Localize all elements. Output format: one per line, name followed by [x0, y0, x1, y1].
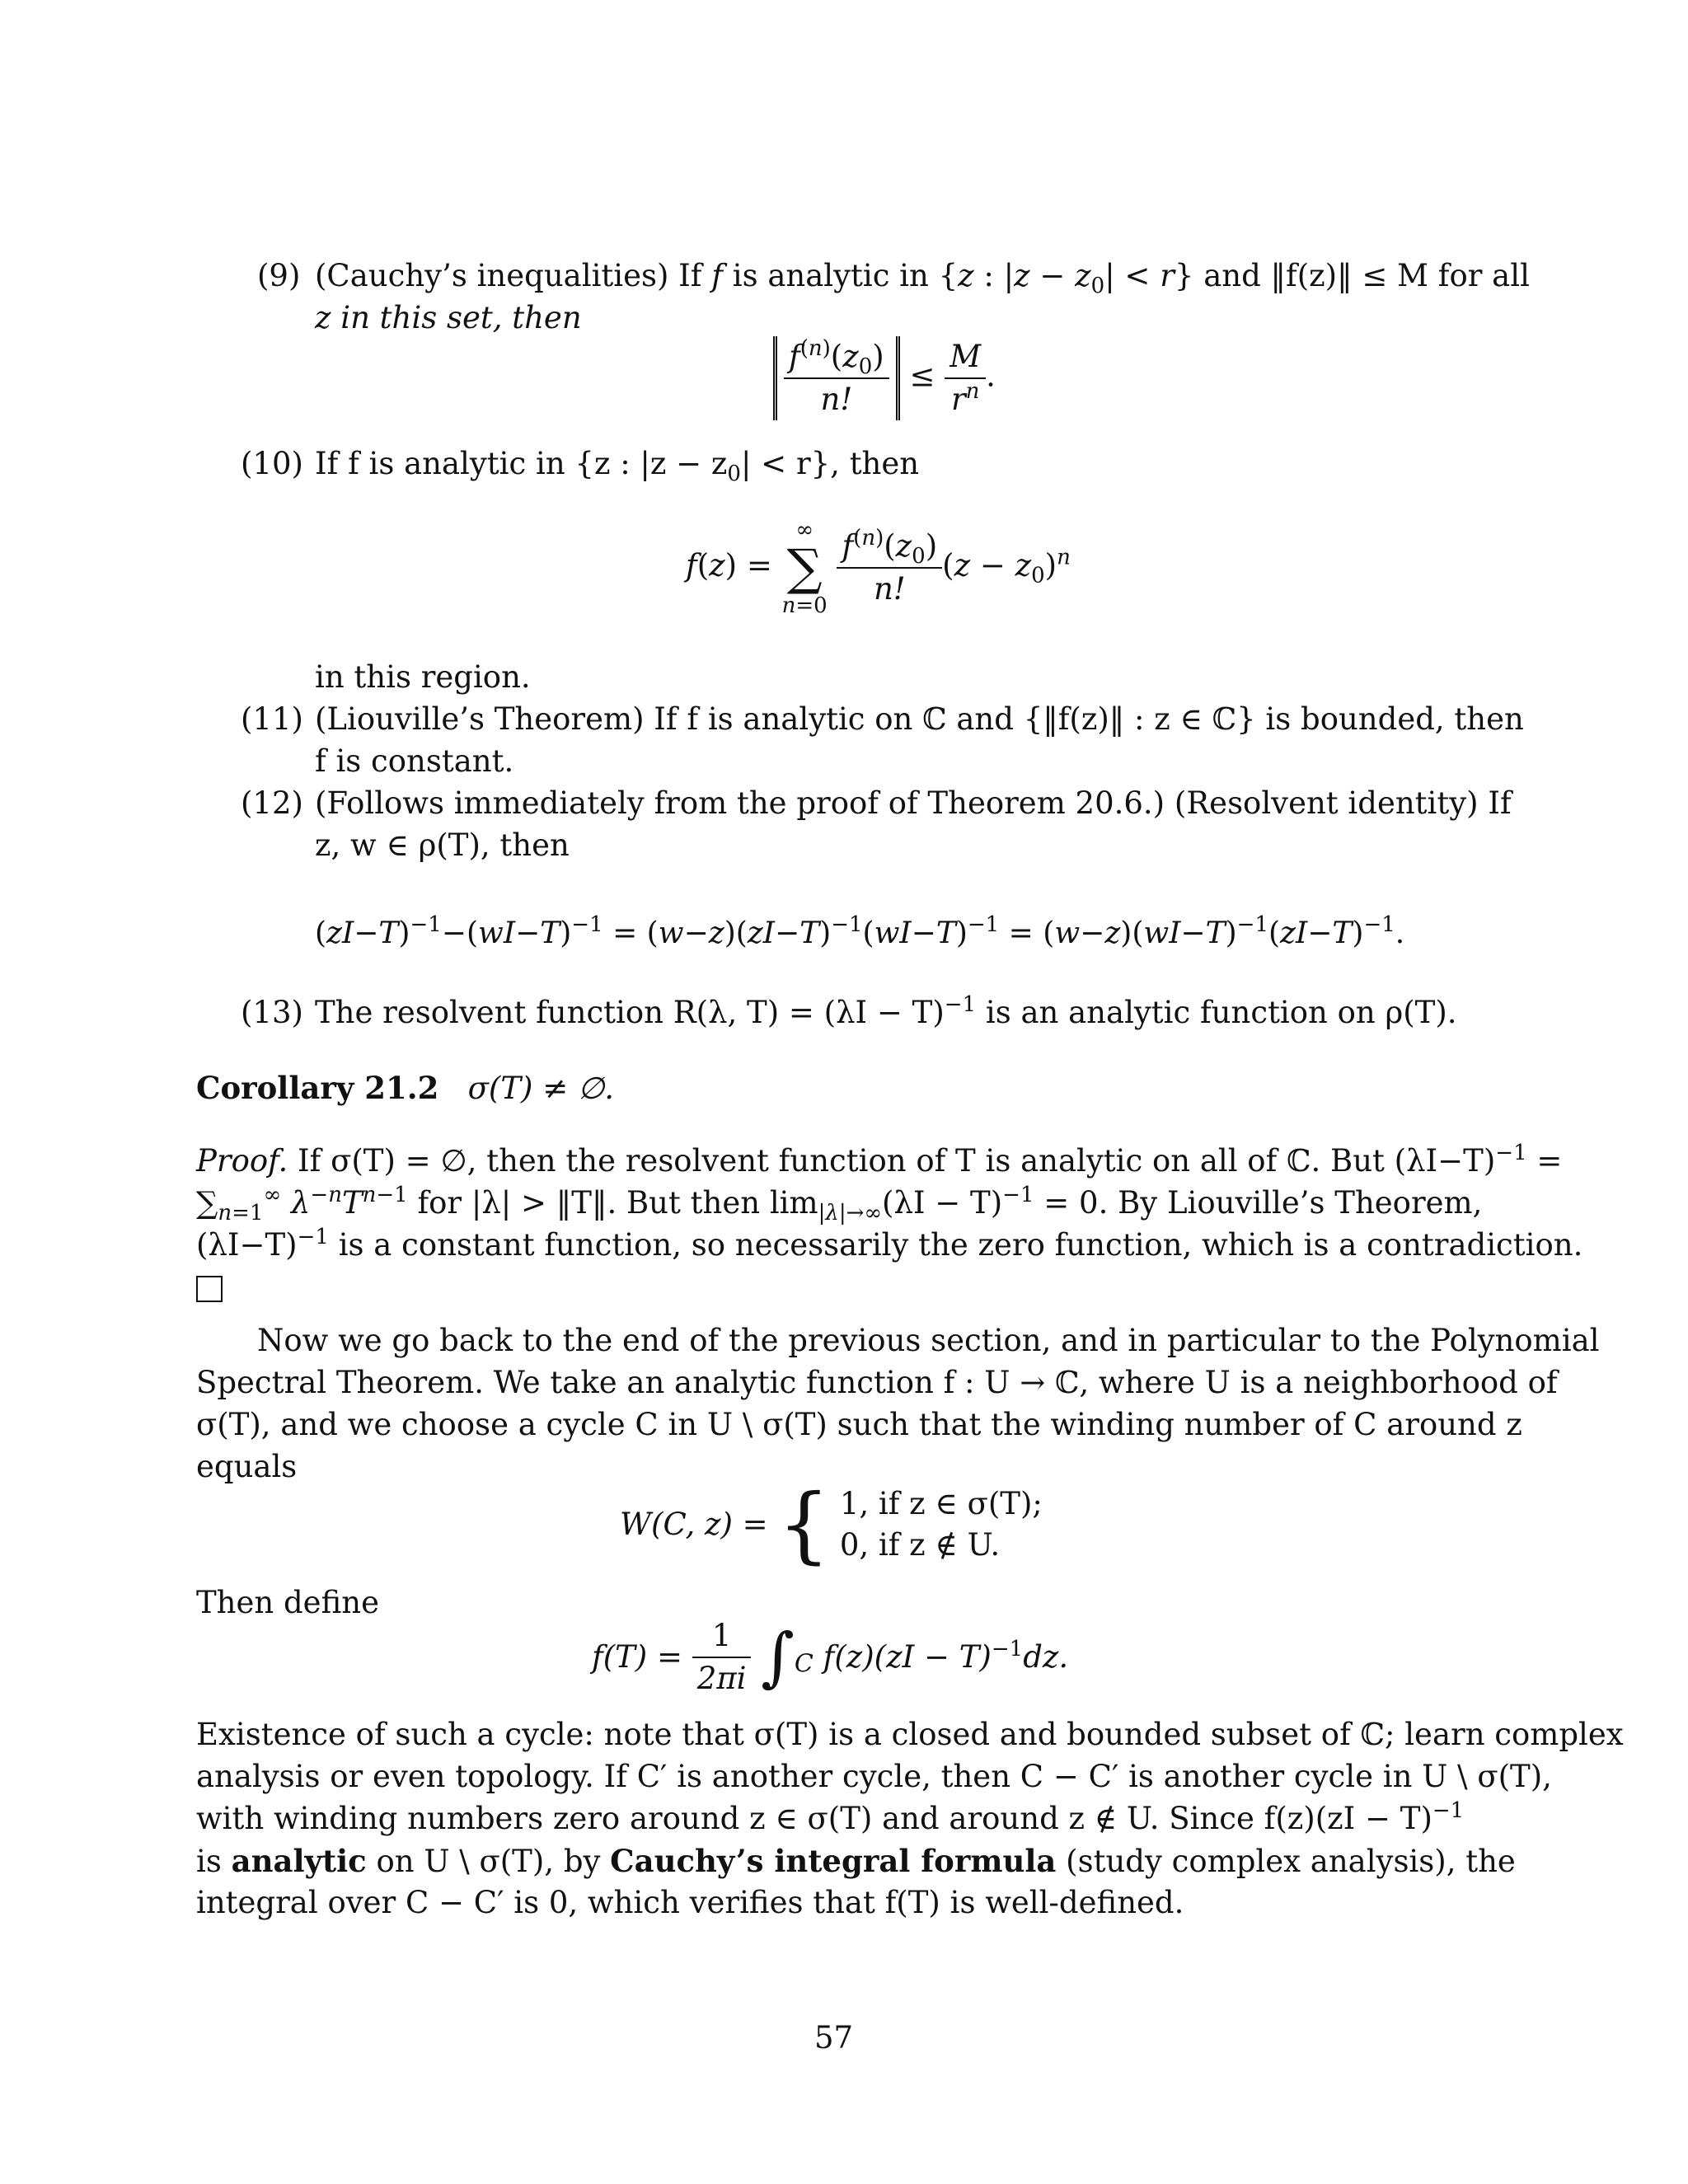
then-define: Then define: [196, 1585, 379, 1620]
qed-box: [196, 1276, 223, 1302]
item-13-line1: The resolvent function R(λ, $T) = (\lambda I - T)^{-1}$ is an analytic function on ρ(T).: [315, 992, 1457, 1030]
item-9-label: (9): [257, 258, 301, 293]
para1-line4: equals: [196, 1449, 298, 1484]
proof-line1: Proof. If σ(T) = ∅, then the resolvent function of T is analytic on all of ℂ. But $(\lambda I-T)^{-1}$ =: [196, 1141, 1563, 1179]
item-10-line1: If f is analytic in {z : $|z - z_0| < r$}, then: [315, 446, 920, 486]
proof-line3: $(\lambda I-T)^{-1}$ is a constant function, so necessarily the zero function, which is a contradiction.: [196, 1225, 1583, 1263]
para2-line4: is analytic on U \ σ(T), by Cauchy’s integral formula (study complex analysis), the: [196, 1843, 1516, 1879]
resolvent-identity-formula: $(zI-T)^{-1}-(wI-T)^{-1} = (w-z)(zI-T)^{-1}(wI-T)^{-1} = (w-z)(wI-T)^{-1}(zI-T)^{-1}$.: [315, 912, 1405, 950]
item-9-line2: z in this set, then: [315, 300, 582, 335]
item-13-label: (13): [241, 995, 303, 1030]
para1-line3: σ(T), and we choose a cycle C in U \ σ(T) such that the winding number of C around z: [196, 1407, 1522, 1442]
taylor-series-formula: f(z) = ∞ ∑ n=0 $\frac{f^{(n)}(z_0)}{n!}$ $(z - z_0)^n$: [686, 518, 1071, 618]
functional-calculus-formula: f(T) = $\frac{1}{2\pi i}$ $\int_C$ f(z)(zI − T)$^{-1}$dz.: [592, 1615, 1068, 1699]
item-12-line1: (Follows immediately from the proof of Theorem 20.6.) (Resolvent identity) If: [315, 785, 1512, 821]
page-number: 57: [814, 2020, 854, 2055]
para2-line5: integral over C − C′ is 0, which verifies that f(T) is well-defined.: [196, 1885, 1184, 1920]
para2-line1: Existence of such a cycle: note that σ(T) is a closed and bounded subset of ℂ; learn complex: [196, 1717, 1624, 1752]
item-10-tail: in this region.: [315, 659, 531, 695]
winding-number-formula: W(C, z) = { 1, if z ∈ σ(T); 0, if z ∉ U.: [620, 1476, 1043, 1572]
para2-line3: with winding numbers zero around z ∈ σ(T) and around z ∉ U. Since f(z)(zI − T)$^{-1}$: [196, 1798, 1465, 1836]
item-12-label: (12): [241, 785, 303, 821]
corollary-heading: Corollary 21.2 σ(T) ≠ ∅.: [196, 1070, 614, 1106]
item-12-line2: z, w ∈ ρ(T), then: [315, 827, 570, 863]
para1-line2: Spectral Theorem. We take an analytic function f : U → ℂ, where U is a neighborhood of: [196, 1365, 1558, 1400]
item-11-label: (11): [241, 701, 303, 737]
item-10-label: (10): [241, 446, 303, 481]
para2-line2: analysis or even topology. If C′ is another cycle, then C − C′ is another cycle in U \ σ(T),: [196, 1759, 1552, 1794]
item-11-line2: f is constant.: [315, 743, 514, 779]
item-11-line1: (Liouville’s Theorem) If f is analytic on ℂ and {‖f(z)‖ : z ∈ ℂ} is bounded, then: [315, 701, 1524, 737]
para1-line1: Now we go back to the end of the previous section, and in particular to the Polynomial: [257, 1323, 1600, 1358]
cauchy-inequality-formula: $\frac{f^{(n)}(z_0)}{n!}$ ≤ $\frac{M}{r^n}$ .: [773, 336, 996, 420]
proof-line2: $\sum_{n=1}^\infty$ $\lambda^{-n}T^{n-1}$ for |λ| > ‖T‖. But then $\lim_{|\lambda|\to\infty}(\lambda I - T)^{-1} = 0$. By Liouville’s Theorem,: [196, 1183, 1483, 1226]
item-9-line1: (Cauchy’s inequalities) If f is analytic in {z : $|z - z_0| < r$} and ‖f(z)‖ ≤ M for all: [315, 258, 1530, 298]
